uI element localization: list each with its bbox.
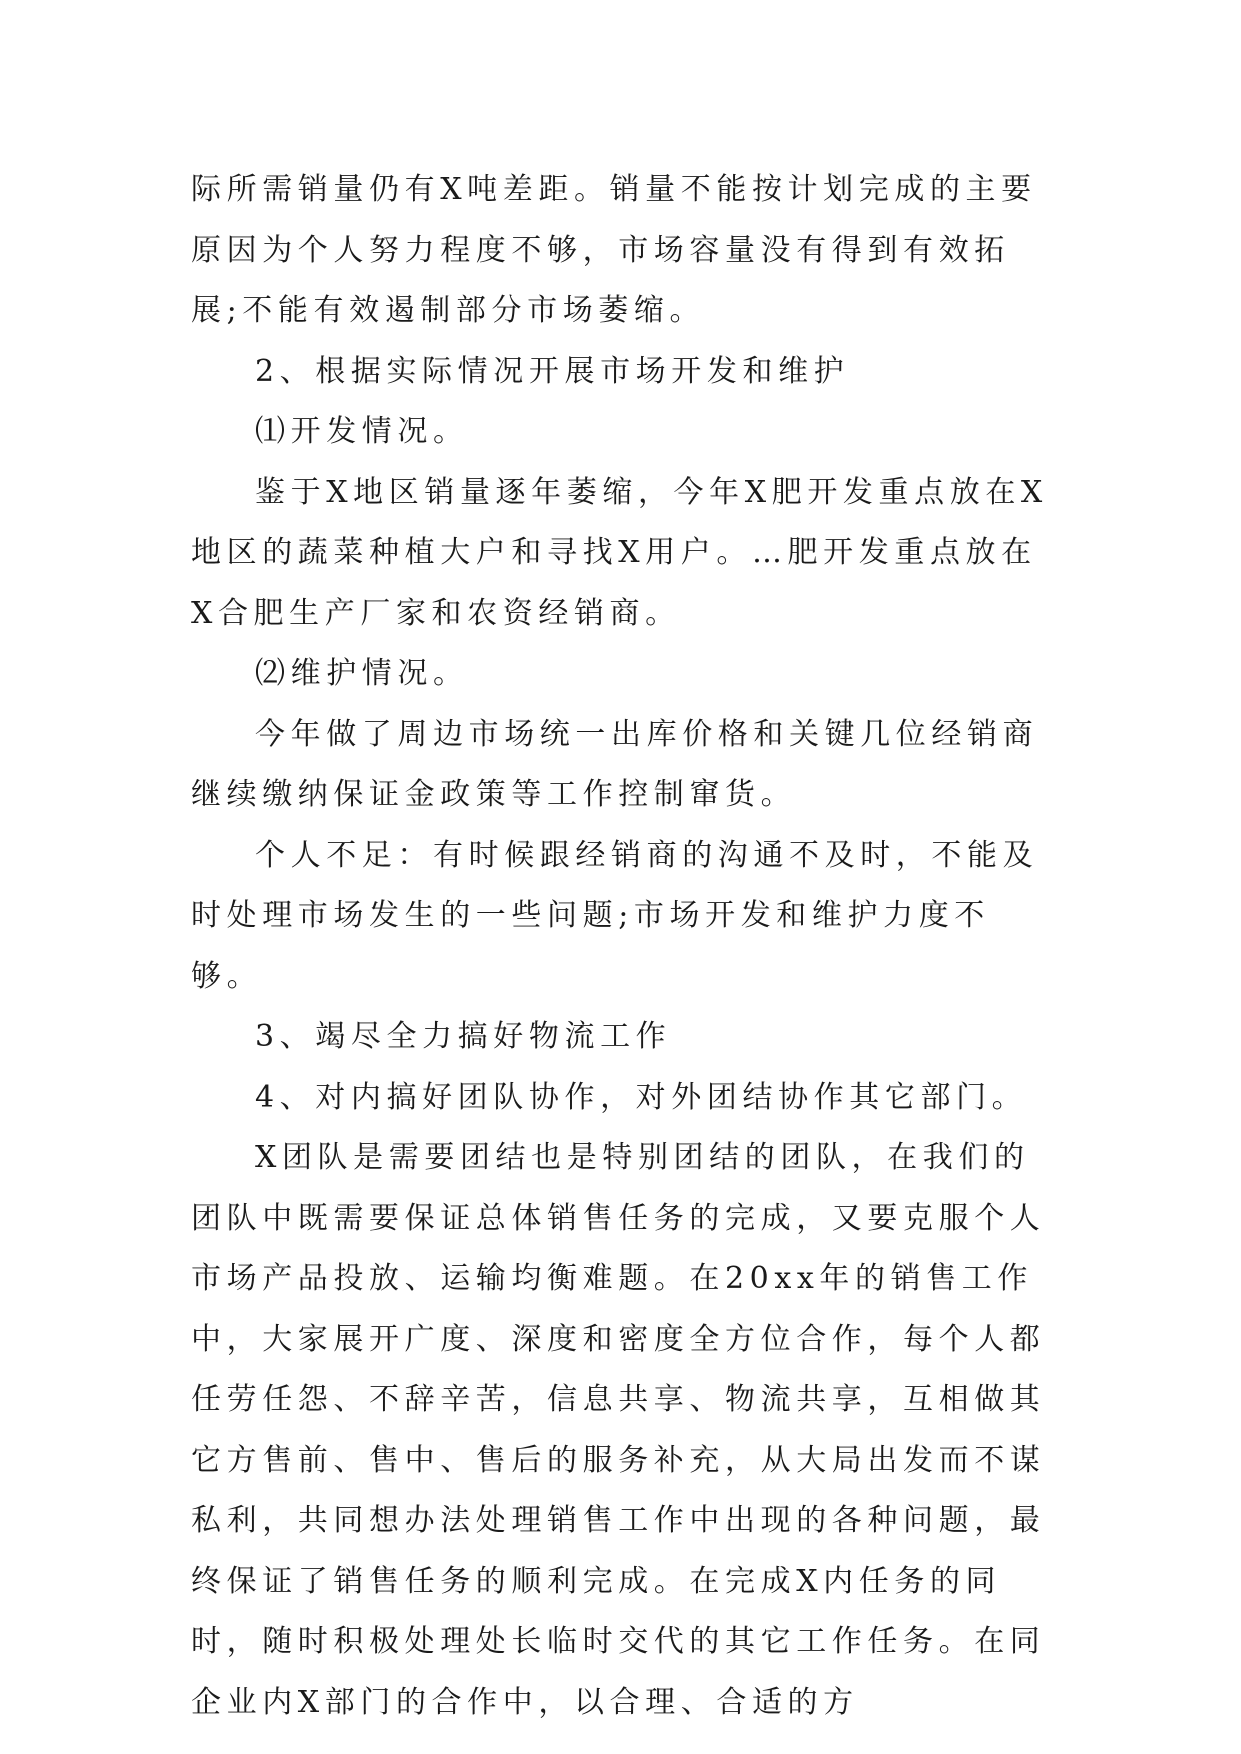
paragraph-8: 3、竭尽全力搞好物流工作 [255,1019,672,1054]
paragraph-3: ⑴开发情况。 [255,414,469,449]
paragraph-5: ⑵维护情况。 [255,656,469,691]
paragraph-6: 今年做了周边市场统一出库价格和关键几位经销商继续缴纳保证金政策等工作控制窜货。 [191,716,1039,812]
paragraph-10: X团队是需要团结也是特别团结的团队，在我们的团队中既需要保证总体销售任务的完成，又要克服个人市场产品投放、运输均衡难题。在20xx年的销售工作中，大家展开广度、深度和密度全方位合作，每个人都任劳任怨、不辞辛苦，信息共享、物流共享，互相做其它方售前、售中、售后的服务补充，从大局出发而不谋私利，共同想办法处理销售工作中出现的各种问题，最终保证了销售任务的顺利完成。在完成X内任务的同时，随时积极处理处长临时交代的其它工作任务。在同企业内X部门的合作中，以合理、合适的方 [191,1140,1046,1720]
paragraph-4: 鉴于X地区销量逐年萎缩，今年X肥开发重点放在X地区的蔬菜种植大户和寻找X用户。…肥开发重点放在X合肥生产厂家和农资经销商。 [191,474,1048,631]
document-body [191,160,1061,1733]
paragraph-1: 际所需销量仍有X吨差距。销量不能按计划完成的主要原因为个人努力程度不够，市场容量没有得到有效拓展;不能有效遏制部分市场萎缩。 [191,172,1037,328]
paragraph-7: 个人不足：有时候跟经销商的沟通不及时，不能及时处理市场发生的一些问题;市场开发和维护力度不够。 [191,837,1039,994]
paragraph-9: 4、对内搞好团队协作，对外团结协作其它部门。 [255,1079,1028,1115]
paragraph-2: 2、根据实际情况开展市场开发和维护 [255,353,850,389]
